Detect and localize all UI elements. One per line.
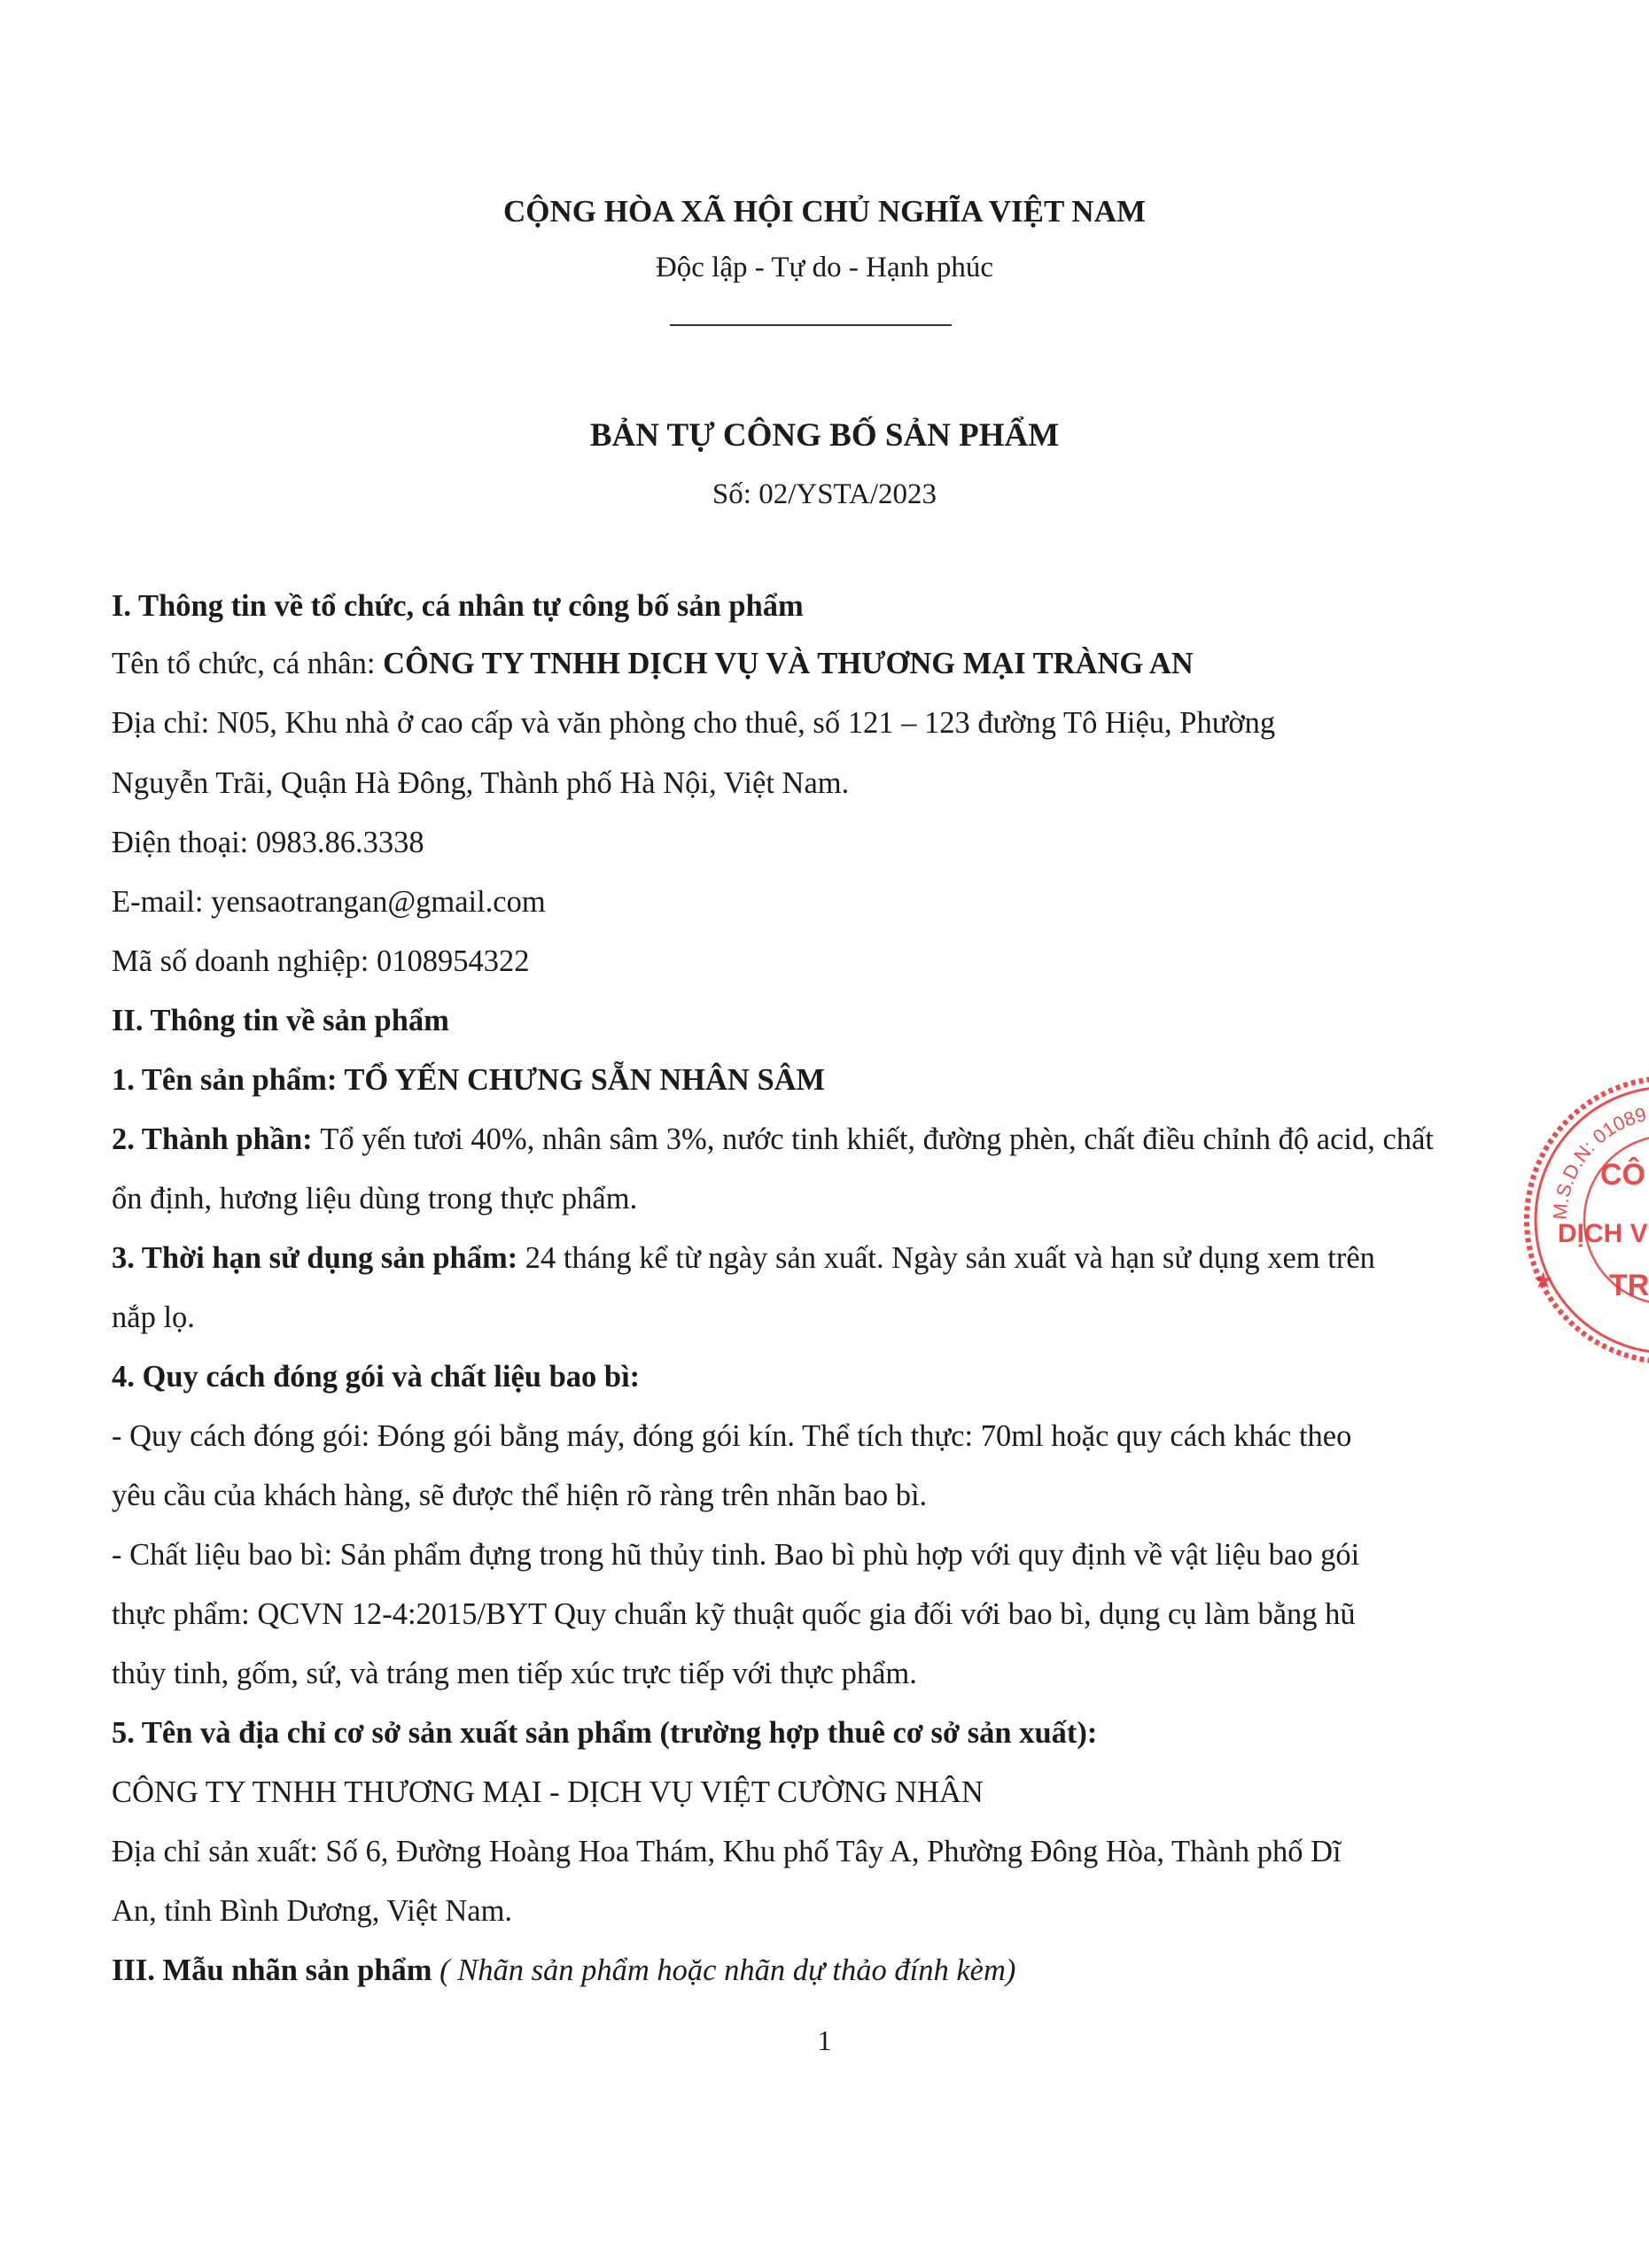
address-line-1: Địa chỉ: N05, Khu nhà ở cao cấp và văn phòng cho thuê, số 121 – 123 đường Tô Hiệu, Phường [112,706,1276,740]
page-number: 1 [817,2024,832,2056]
manufacturer-heading: 5. Tên và địa chỉ cơ sở sản xuất sản phẩm (trường hợp thuê cơ sở sản xuất): [112,1716,1098,1750]
phone-line: Điện thoại: 0983.86.3338 [112,826,424,859]
national-header: CỘNG HÒA XÃ HỘI CHỦ NGHĨA VIỆT NAM [502,194,1147,229]
manufacturer-address-2: An, tỉnh Bình Dương, Việt Nam. [112,1894,513,1928]
national-motto: Độc lập - Tự do - Hạnh phúc [655,252,994,284]
header-underline [670,324,952,326]
ingredients-label: 2. Thành phần: [112,1122,321,1156]
seal-graphic [1503,1065,1649,1375]
ingredients-line-2: ổn định, hương liệu dùng trong thực phẩm. [112,1182,638,1216]
material-line-3: thủy tinh, gốm, sứ, và tráng men tiếp xúc trực tiếp với thực phẩm. [112,1657,917,1690]
packing-line-1: - Quy cách đóng gói: Đóng gói bằng máy, đóng gói kín. Thể tích thực: 70ml hoặc quy cách khác theo [112,1419,1352,1453]
ingredients-text-1: Tổ yến tươi 40%, nhân sâm 3%, nước tinh khiết, đường phèn, chất điều chỉnh độ acid, chất [320,1122,1434,1156]
address-line-2: Nguyễn Trãi, Quận Hà Đông, Thành phố Hà Nội, Việt Nam. [112,766,850,800]
document-number: Số: 02/YSTA/2023 [712,478,937,510]
shelf-life-line-1 [112,1240,1375,1277]
org-name: CÔNG TY TNHH DỊCH VỤ VÀ THƯƠNG MẠI TRÀNG AN [383,647,1194,680]
material-line-1: - Chất liệu bao bì: Sản phẩm đựng trong hũ thủy tinh. Bao bì phù hợp với quy định về vật liệu bao gói [112,1538,1360,1572]
tax-code-line: Mã số doanh nghiệp: 0108954322 [112,944,530,978]
seal-line-2: DỊCH V [1558,1219,1648,1248]
document-title: BẢN TỰ CÔNG BỐ SẢN PHẨM [589,417,1060,454]
seal-line-1: CÔ [1600,1158,1645,1192]
manufacturer-name: CÔNG TY TNHH THƯƠNG MẠI - DỊCH VỤ VIỆT CƯỜNG NHÂN [112,1775,984,1809]
seal-star-icon: ★ [1533,1268,1554,1294]
email-line: E-mail: yensaotrangan@gmail.com [112,885,546,919]
seal-ring-text: M.S.D.N: 01089 [1548,1102,1649,1221]
org-label: Tên tổ chức, cá nhân: [112,647,384,680]
org-name-line [112,646,1194,682]
section-3-heading: III. Mẫu nhãn sản phẩm [112,1953,440,1987]
product-name-line [112,1062,825,1099]
ingredients-line-1 [112,1122,1434,1158]
shelf-life-label: 3. Thời hạn sử dụng sản phẩm: [112,1241,525,1275]
packing-line-2: yêu cầu của khách hàng, sẽ được thể hiện rõ ràng trên nhãn bao bì. [112,1479,928,1512]
shelf-life-text-1: 24 tháng kể từ ngày sản xuất. Ngày sản xuất và hạn sử dụng xem trên [525,1241,1375,1275]
section-3-note: ( Nhãn sản phẩm hoặc nhãn dự thảo đính kèm) [439,1953,1016,1987]
company-seal [1503,1065,1649,1375]
material-line-2: thực phẩm: QCVN 12-4:2015/BYT Quy chuẩn kỹ thuật quốc gia đối với bao bì, dụng cụ làm bằng hũ [112,1597,1356,1631]
seal-line-3: TR [1609,1269,1649,1302]
product-name: TỔ YẾN CHƯNG SẴN NHÂN SÂM [344,1063,826,1097]
packaging-heading: 4. Quy cách đóng gói và chất liệu bao bì: [112,1360,641,1394]
section-2-heading: II. Thông tin về sản phẩm [112,1004,449,1037]
section-1-heading: I. Thông tin về tổ chức, cá nhân tự công bố sản phẩm [112,589,804,623]
product-name-label: 1. Tên sản phẩm: [112,1063,345,1097]
section-3-line [112,1953,1015,1989]
manufacturer-address-1: Địa chỉ sản xuất: Số 6, Đường Hoàng Hoa Thám, Khu phố Tây A, Phường Đông Hòa, Thành phố Dĩ [112,1835,1342,1868]
shelf-life-line-2: nắp lọ. [112,1301,195,1334]
